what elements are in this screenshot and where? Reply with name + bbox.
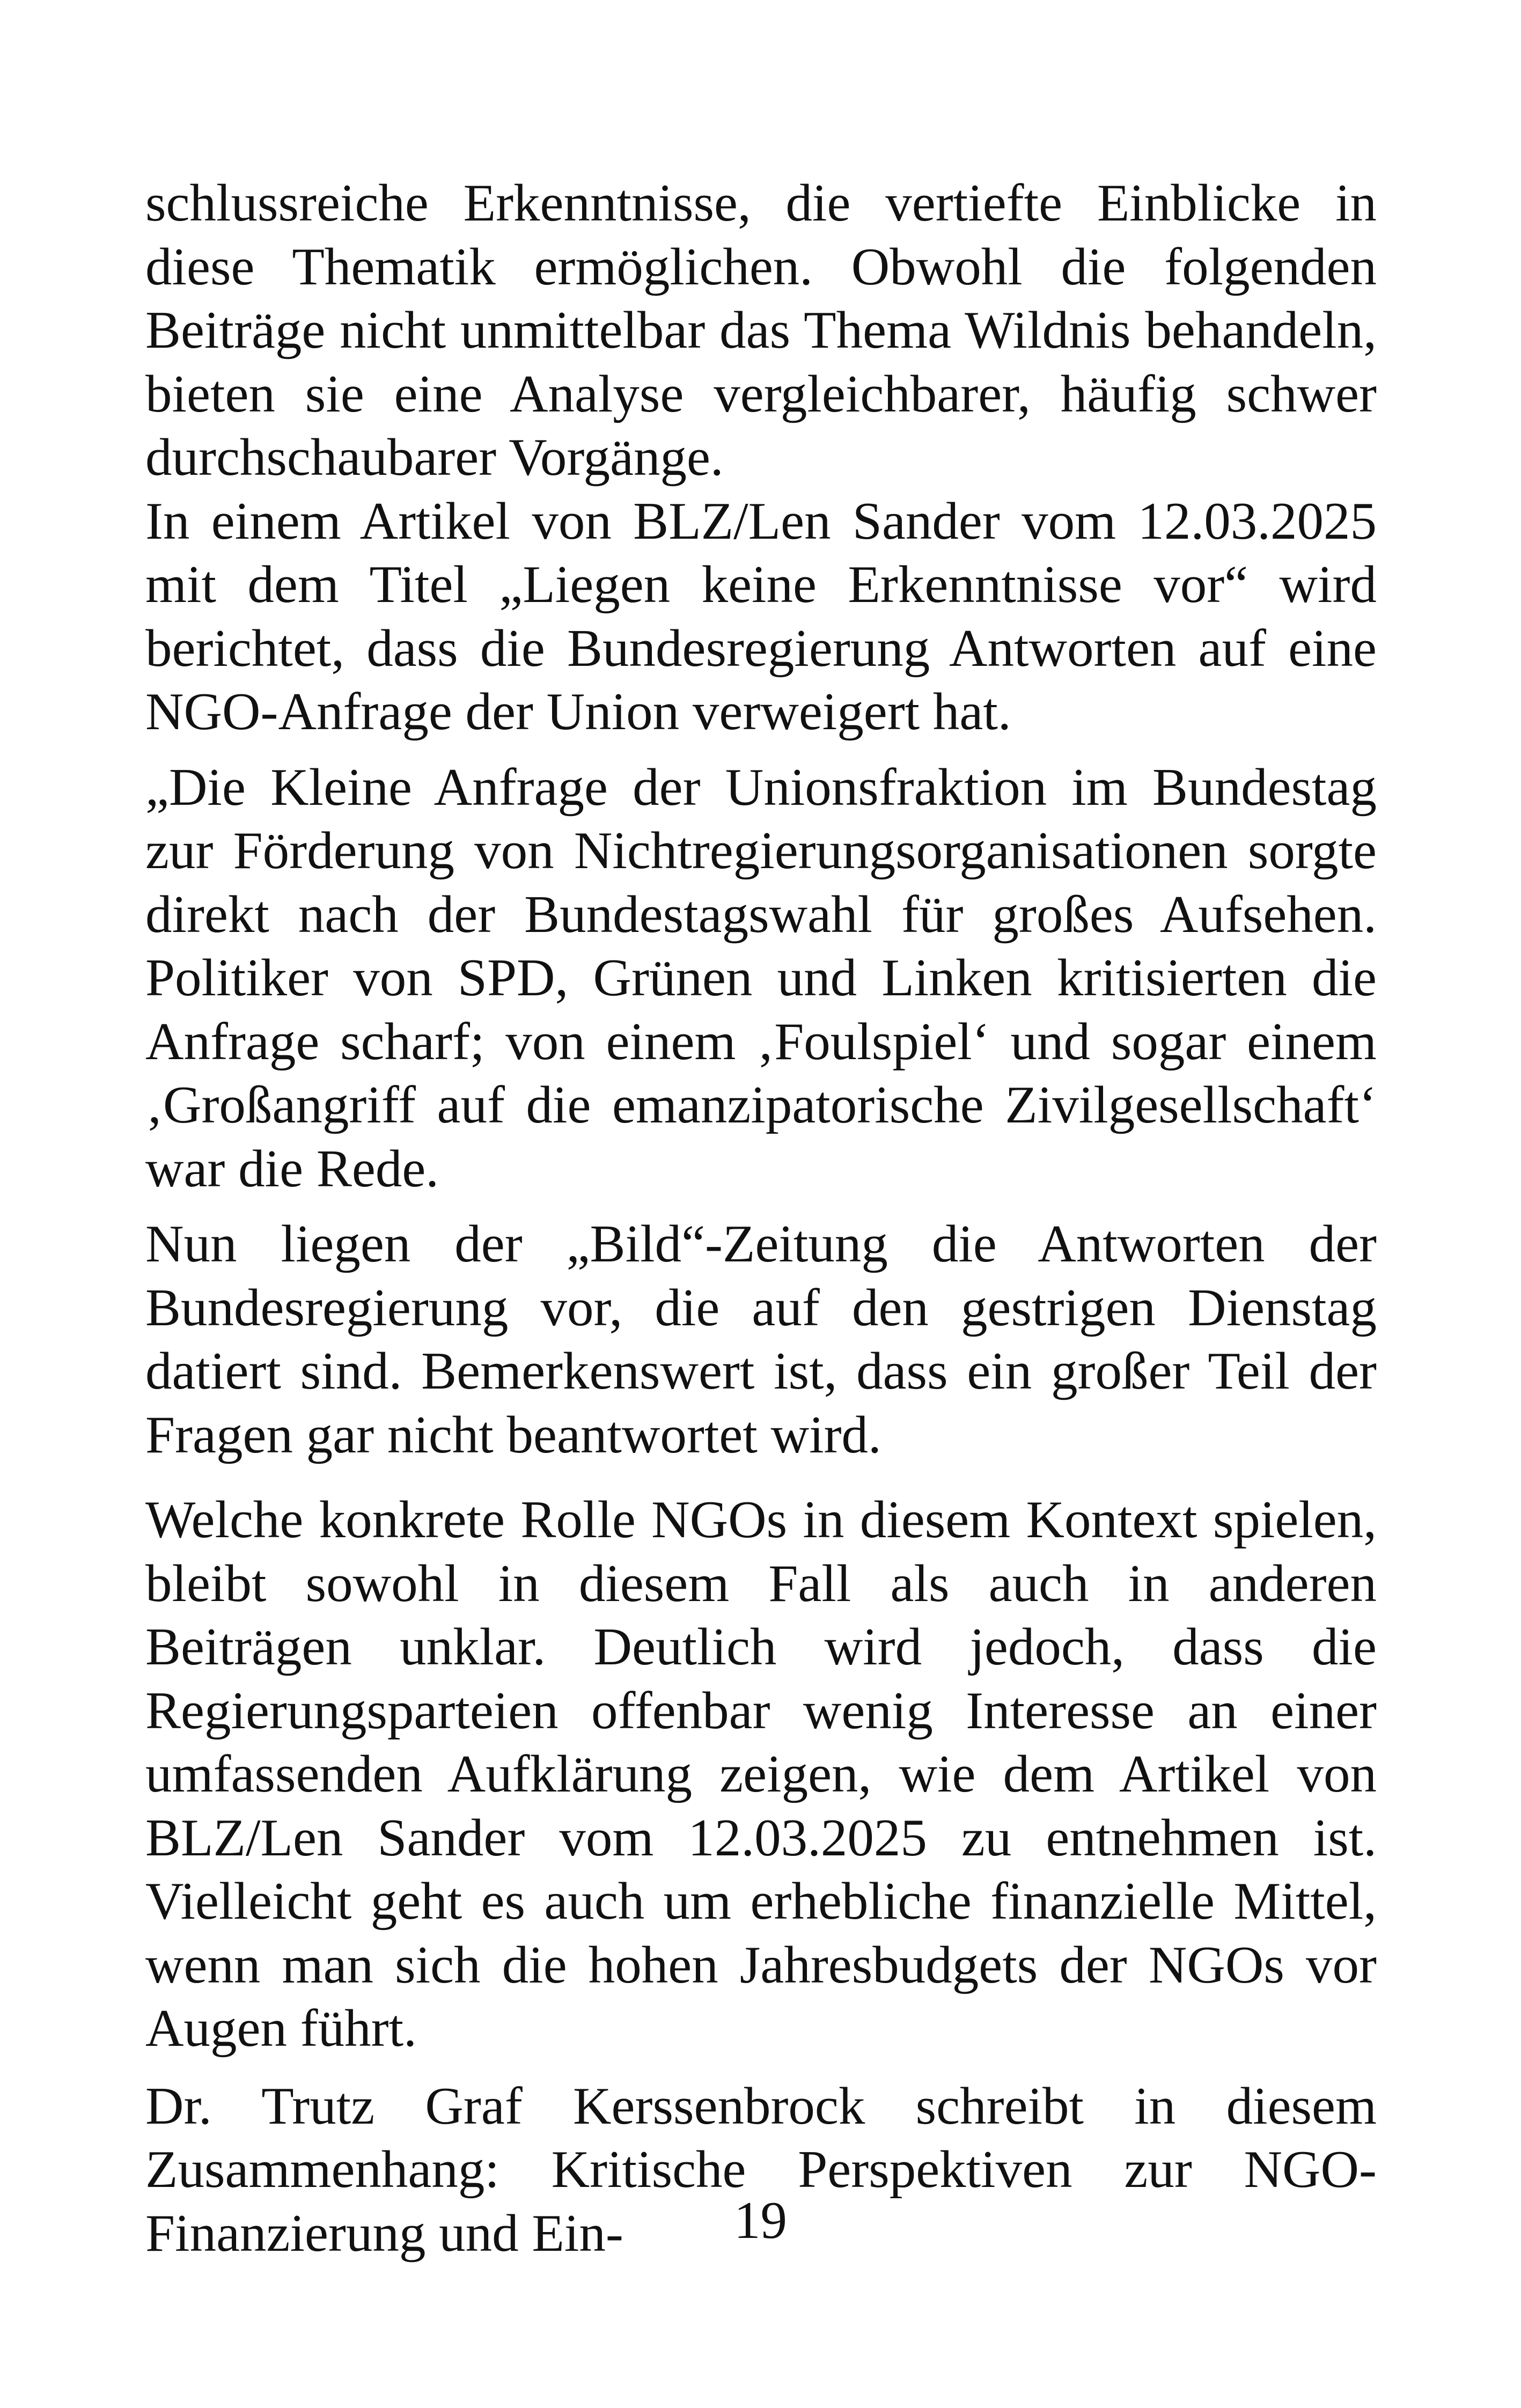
paragraph-quote-bild: Nun liegen der „Bild“-Zeitung die Antworten der Bundesregierung vor, die auf den gestrigen Dienstag datiert sind. Bemerkenswert ist, dass ein großer Teil der Fragen gar nicht beantwortet wird.	[145, 1215, 1377, 1464]
page-number: 19	[734, 2191, 787, 2250]
body-text	[145, 172, 1377, 2265]
paragraph-intro-continuation: schlussreiche Erkenntnisse, die vertiefte Einblicke in diese Thematik ermöglichen. Obwohl die folgenden Beiträge nicht unmittelbar das Thema Wildnis behandeln, bieten sie eine Analyse vergleichbarer, häufig schwer durchschaubarer Vorgänge.	[145, 174, 1377, 487]
paragraph-ngo-role: Welche konkrete Rolle NGOs in diesem Kontext spielen, bleibt sowohl in diesem Fall als auch in anderen Beiträgen unklar. Deutlich wird jedoch, dass die Regierungsparteien offenbar wenig Interesse an einer umfassenden Aufklärung zeigen, wie dem Artikel von BLZ/Len Sander vom 12.03.2025 zu entnehmen ist. Vielleicht geht es auch um erhebliche finanzielle Mittel, wenn man sich die hohen Jahresbudgets der NGOs vor Augen führt.	[145, 1491, 1377, 2058]
paragraph-kerssenbrock: Dr. Trutz Graf Kerssenbrock schreibt in diesem Zusammenhang: Kritische Perspektiven zur NGO-Finanzierung und Ein-	[145, 2076, 1377, 2263]
paragraph-blz-article: In einem Artikel von BLZ/Len Sander vom 12.03.2025 mit dem Titel „Liegen keine Erkenntnisse vor“ wird berichtet, dass die Bundesregierung Antworten auf eine NGO-Anfrage der Union verweigert hat.	[145, 491, 1377, 741]
paragraph-quote-kleine-anfrage: „Die Kleine Anfrage der Unionsfraktion im Bundestag zur Förderung von Nichtregierungsorganisationen sorgte direkt nach der Bundestagswahl für großes Aufsehen. Politiker von SPD, Grünen und Linken kritisierten die Anfrage scharf; von einem ‚Foulspiel‘ und sogar einem ‚Großangriff auf die emanzipatorische Zivilgesellschaft‘ war die Rede.	[145, 758, 1377, 1198]
